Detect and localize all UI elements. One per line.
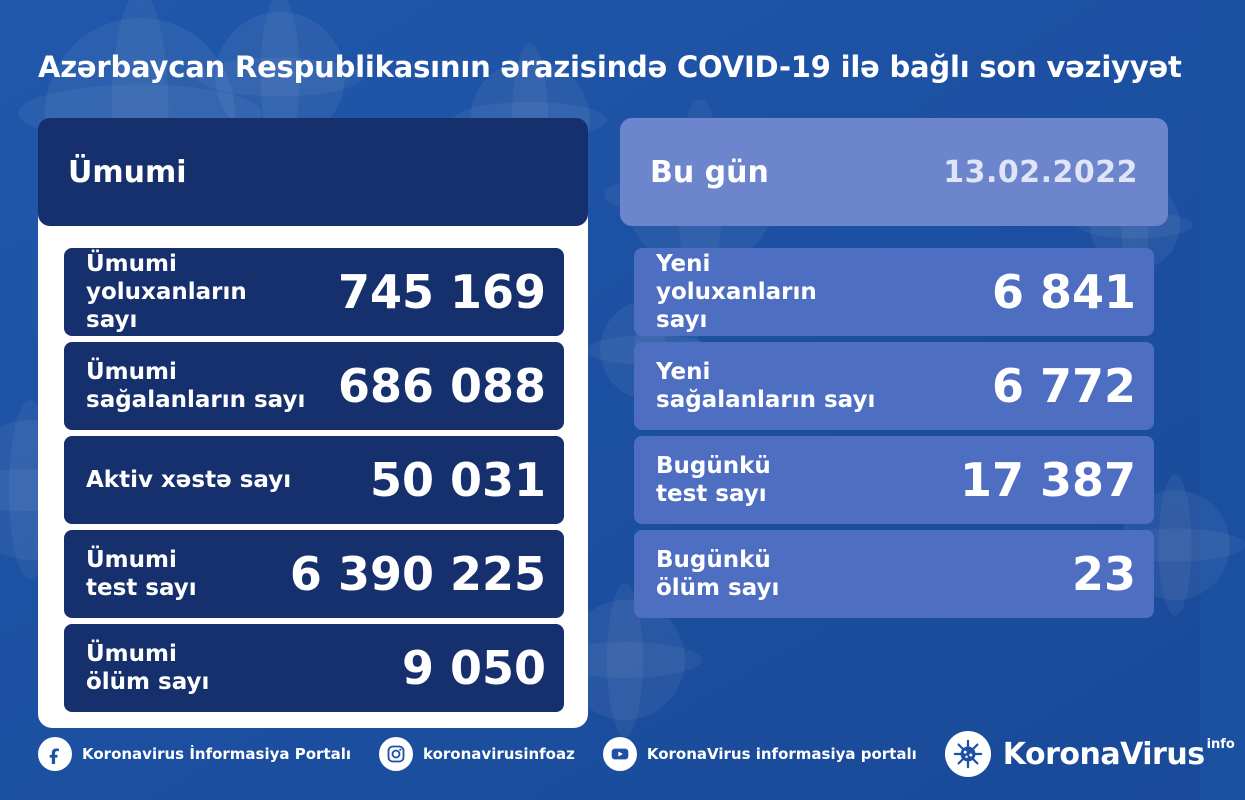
stat-label-line1: Ümumi [86, 546, 177, 573]
stat-row-total-cases [64, 248, 564, 336]
stat-label-line2: test sayı [86, 575, 197, 601]
stat-label-line2: yoluxanların sayı [656, 278, 817, 334]
stat-label-line2: sağalanların sayı [86, 387, 306, 413]
total-panel-heading: Ümumi [68, 154, 187, 190]
brand-name: KoronaVirus [1002, 736, 1205, 772]
stat-label-line1: Aktiv xəstə sayı [86, 466, 292, 493]
stat-label-line1: Ümumi [86, 250, 177, 277]
page-title: Azərbaycan Respublikasının ərazisində COVID-19 ilə bağlı son vəziyyət [38, 50, 1182, 84]
stat-row-new-recovered [634, 342, 1154, 430]
brand-logo[interactable] [945, 731, 1235, 777]
facebook-icon [38, 737, 72, 771]
social-facebook-label: Koronavirus İnformasiya Portalı [82, 745, 352, 763]
stat-row-new-cases [634, 248, 1154, 336]
stat-value: 23 [1071, 547, 1136, 601]
stat-value: 6 390 225 [289, 547, 546, 601]
social-facebook[interactable] [38, 737, 351, 771]
stat-label [656, 358, 875, 414]
stat-row-total-recovered [64, 342, 564, 430]
instagram-icon [379, 737, 413, 771]
today-panel-header [620, 118, 1168, 226]
social-youtube[interactable] [603, 737, 917, 771]
stat-label-line2: yoluxanların sayı [86, 278, 247, 334]
social-instagram-label: koronavirusinfoaz [423, 745, 575, 763]
stat-row-total-tests [64, 530, 564, 618]
stat-value: 686 088 [337, 359, 546, 413]
stat-value: 6 841 [991, 265, 1136, 319]
stat-label-line2: sağalanların sayı [656, 387, 876, 413]
page-title-bar [38, 36, 1182, 98]
today-stats-list [634, 248, 1154, 618]
stat-value: 6 772 [991, 359, 1136, 413]
social-instagram[interactable] [379, 737, 575, 771]
stat-label-line1: Yeni [656, 358, 711, 385]
youtube-icon [603, 737, 637, 771]
stat-label [86, 358, 305, 414]
stat-label-line2: ölüm sayı [86, 669, 210, 695]
stat-label-line1: Ümumi [86, 358, 177, 385]
social-youtube-label: KoronaVirus informasiya portalı [646, 745, 917, 763]
stat-value: 745 169 [337, 265, 546, 319]
stat-row-today-tests [634, 436, 1154, 524]
stat-label [656, 546, 779, 602]
stat-label [86, 250, 306, 334]
today-panel-date: 13.02.2022 [943, 154, 1138, 190]
today-panel-heading: Bu gün [650, 154, 769, 190]
stat-label-line1: Bugünkü [656, 546, 771, 573]
stat-label [86, 640, 209, 696]
stat-value: 17 387 [959, 453, 1136, 507]
virus-icon [945, 731, 991, 777]
stat-label-line1: Yeni [656, 250, 711, 277]
total-panel-header [38, 118, 588, 226]
stat-label [86, 466, 291, 494]
stat-label [656, 452, 771, 508]
stat-label-line1: Bugünkü [656, 452, 771, 479]
stat-label-line1: Ümumi [86, 640, 177, 667]
stat-row-total-deaths [64, 624, 564, 712]
stat-label-line2: test sayı [656, 481, 767, 507]
footer [38, 730, 1235, 778]
stat-value: 50 031 [369, 453, 546, 507]
stat-row-today-deaths [634, 530, 1154, 618]
stat-label [656, 250, 876, 334]
stat-value: 9 050 [401, 641, 546, 695]
stat-label [86, 546, 197, 602]
brand-suffix: info [1206, 737, 1235, 752]
total-stats-list [64, 248, 564, 712]
stat-label-line2: ölüm sayı [656, 575, 780, 601]
stat-row-active-cases [64, 436, 564, 524]
